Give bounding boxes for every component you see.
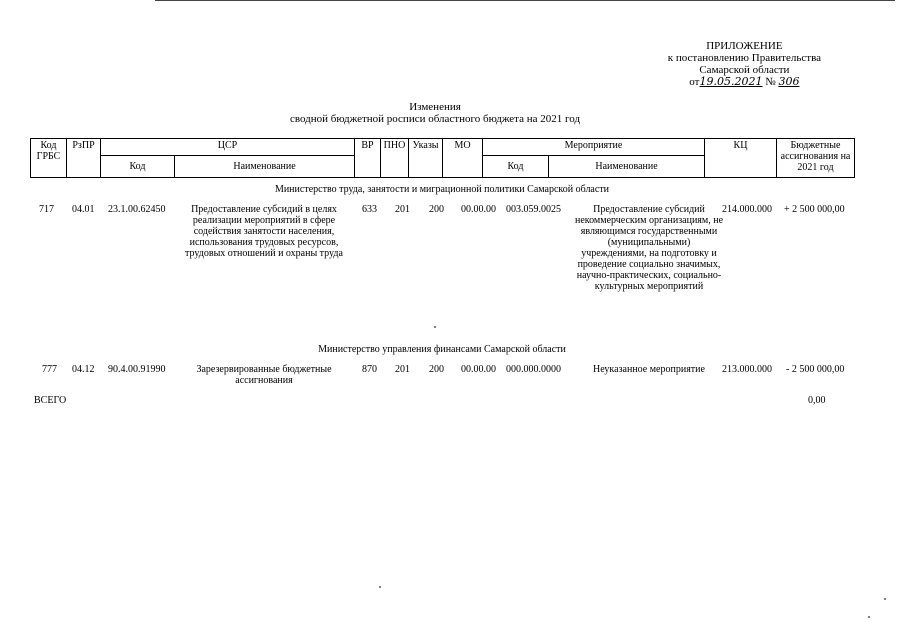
header-table: [30, 138, 855, 178]
appendix-title: ПРИЛОЖЕНИЕ: [706, 40, 783, 52]
document-title: Изменения сводной бюджетной росписи областного бюджета на 2021 год: [289, 101, 581, 125]
cell-event-name: Предоставление субсидий некоммерческим организациям, не являющимся государственными (муниципальными) учреждениями, на подготовку и проведение социально значимых, научно-практических, социально-культурных мероприятий: [574, 204, 724, 292]
cell-vr: 870: [362, 364, 377, 375]
cell-pno: 201: [395, 364, 410, 375]
appendix-block: [668, 40, 821, 88]
cell-pno: 201: [395, 204, 410, 215]
cell-csr-code: 90.4.00.91990: [108, 364, 166, 375]
cell-csr-name: Зарезервированные бюджетные ассигнования: [196, 364, 332, 386]
col-kc: КЦ: [705, 139, 777, 178]
cell-csr-code: 23.1.00.62450: [108, 204, 166, 215]
table-row: [30, 364, 854, 388]
cell-rzpr: 04.01: [72, 204, 95, 215]
col-mo: МО: [443, 139, 483, 178]
total-label: ВСЕГО: [34, 395, 67, 406]
scan-speck: [868, 616, 870, 618]
cell-budget: - 2 500 000,00: [786, 364, 845, 375]
cell-rzpr: 04.12: [72, 364, 95, 375]
cell-mo: 00.00.00: [461, 364, 496, 375]
total-value: 0,00: [808, 395, 826, 406]
cell-ukazy: 200: [429, 364, 444, 375]
scan-speck: [884, 598, 886, 600]
ministry-heading: Министерство труда, занятости и миграционной политики Самарской области: [274, 184, 610, 195]
cell-vr: 633: [362, 204, 377, 215]
appendix-reference: от19.05.2021 № 306: [689, 75, 800, 88]
scan-speck: [434, 326, 436, 328]
handwritten-date: 19.05.2021: [699, 75, 763, 88]
col-csr: ЦСР: [101, 139, 355, 156]
col-ukazy: Указы: [409, 139, 443, 178]
col-grbs: Код ГРБС: [31, 139, 67, 178]
cell-event-code: 003.059.0025: [506, 204, 561, 215]
scan-speck: [379, 586, 381, 588]
cell-ukazy: 200: [429, 204, 444, 215]
col-rzpr: РзПР: [67, 139, 101, 178]
col-csr-name: Наименование: [175, 156, 355, 178]
cell-csr-name: Предоставление субсидий в целях реализации мероприятий в сфере содействия занятости населения, использования трудовых ресурсов, трудовых отношений и охраны труда: [185, 204, 343, 259]
cell-event-name: Неуказанное мероприятие: [593, 364, 705, 375]
col-event-code: Код: [483, 156, 549, 178]
cell-grbs: 777: [42, 364, 57, 375]
cell-grbs: 717: [39, 204, 54, 215]
cell-kc: 214.000.000: [722, 204, 772, 215]
cell-event-code: 000.000.0000: [506, 364, 561, 375]
appendix-line2: Самарской области: [699, 64, 790, 76]
col-budget: Бюджетные ассигнования на 2021 год: [777, 139, 855, 178]
col-vr: ВР: [355, 139, 381, 178]
ministry-heading: Министерство управления финансами Самарской области: [318, 344, 566, 355]
scan-top-edge: [155, 0, 895, 1]
col-event: Мероприятие: [483, 139, 705, 156]
col-event-name: Наименование: [549, 156, 705, 178]
handwritten-number: 306: [778, 75, 800, 88]
appendix-line1: к постановлению Правительства: [667, 52, 821, 64]
cell-budget: + 2 500 000,00: [784, 204, 845, 215]
table-row: [30, 204, 854, 324]
cell-kc: 213.000.000: [722, 364, 772, 375]
col-pno: ПНО: [381, 139, 409, 178]
col-csr-code: Код: [101, 156, 175, 178]
cell-mo: 00.00.00: [461, 204, 496, 215]
